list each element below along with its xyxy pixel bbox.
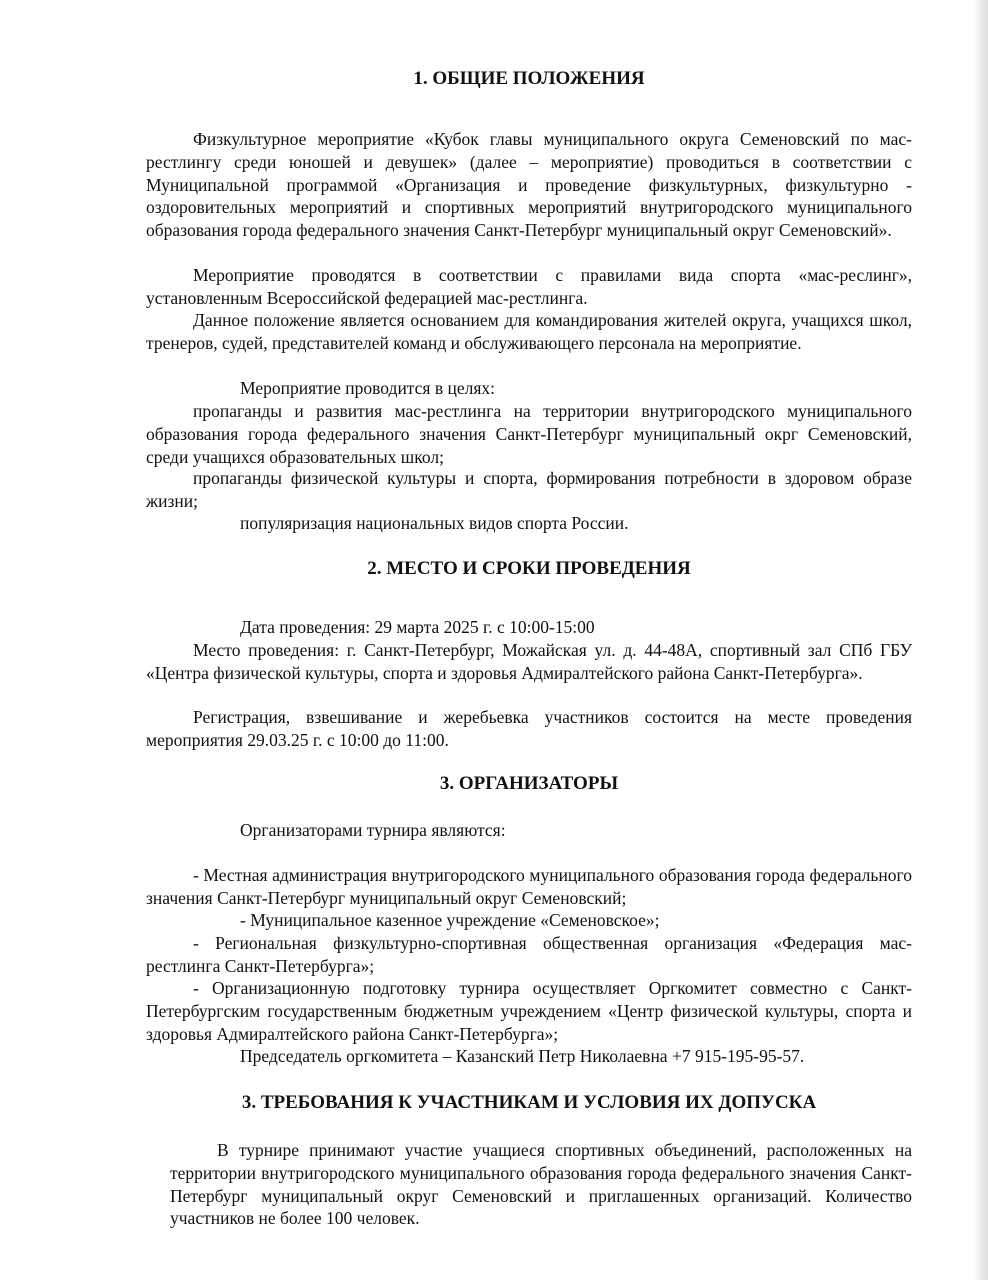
- section-4-heading: 3. ТРЕБОВАНИЯ К УЧАСТНИКАМ И УСЛОВИЯ ИХ ДОПУСКА: [241, 1092, 817, 1113]
- section-1-paragraph-4: Мероприятие проводится в целях:: [240, 378, 496, 398]
- section-1-paragraph-2: Мероприятие проводятся в соответствии с правилами вида спорта «мас-реслинг», установленным Всероссийской федерацией мас-рестлинга.: [146, 265, 912, 308]
- section-2-heading: 2. МЕСТО И СРОКИ ПРОВЕДЕНИЯ: [367, 558, 691, 579]
- section-3-organizer-2: - Муниципальное казенное учреждение «Семеновское»;: [240, 910, 660, 930]
- section-3-organizer-4: - Организационную подготовку турнира осуществляет Оргкомитет совместно с Санкт-Петербургским государственным бюджетным учреждением «Центр физической культуры, спорта и здоровья Адмиралтейского района Санкт-Петербурга»;: [146, 978, 912, 1044]
- section-1-goal-3: популяризация национальных видов спорта России.: [240, 513, 629, 533]
- section-3-organizer-1: - Местная администрация внутригородского муниципального образования города федерального значения Санкт-Петербург муниципальный округ Семеновский;: [146, 865, 912, 908]
- section-3-organizer-3: - Региональная физкультурно-спортивная общественная организация «Федерация мас-рестлинга Санкт-Петербурга»;: [146, 933, 912, 976]
- section-3-intro: Организаторами турнира являются:: [240, 820, 506, 840]
- section-3-chairman: Председатель оргкомитета – Казанский Петр Николаевна +7 915-195-95-57.: [240, 1046, 805, 1066]
- section-2-registration: Регистрация, взвешивание и жеребьевка участников состоится на месте проведения мероприятия 29.03.25 г. с 10:00 до 11:00.: [146, 707, 912, 750]
- page-edge-shadow: [974, 0, 988, 1280]
- section-1-paragraph-1: Физкультурное мероприятие «Кубок главы муниципального округа Семеновский по мас-рестлингу среди юношей и девушек» (далее – мероприятие) проводиться в соответствии с Муниципальной программой «Организация и проведение физкультурных, физкультурно - оздоровительных мероприятий и спортивных мероприятий внутригородского муниципального образования города федерального значения Санкт-Петербург муниципальный округ Семеновский».: [146, 129, 912, 241]
- section-3-heading: 3. ОРГАНИЗАТОРЫ: [439, 773, 619, 794]
- section-1-heading: 1. ОБЩИЕ ПОЛОЖЕНИЯ: [413, 68, 645, 89]
- section-1-paragraph-3: Данное положение является основанием для командирования жителей округа, учащихся школ, тренеров, судей, представителей команд и обслуживающего персонала на мероприятие.: [146, 310, 912, 353]
- section-4-paragraph-1: В турнире принимают участие учащиеся спортивных объединений, расположенных на территории внутригородского муниципального образования города федерального значения Санкт-Петербург муниципальный округ Семеновский и приглашенных организаций. Количество участников не более 100 человек.: [170, 1140, 912, 1229]
- section-2-place: Место проведения: г. Санкт-Петербург, Можайская ул. д. 44-48А, спортивный зал СПб ГБУ «Центра физической культуры, спорта и здоровья Адмиралтейского района Санкт-Петербурга».: [146, 640, 912, 683]
- section-1-goal-2: пропаганды физической культуры и спорта, формирования потребности в здоровом образе жизни;: [146, 468, 912, 511]
- section-1-goal-1: пропаганды и развития мас-рестлинга на территории внутригородского муниципального образования города федерального значения Санкт-Петербург муниципальный окрг Семеновский, среди учащихся образовательных школ;: [146, 401, 912, 467]
- section-2-date: Дата проведения: 29 марта 2025 г. с 10:00-15:00: [240, 617, 595, 637]
